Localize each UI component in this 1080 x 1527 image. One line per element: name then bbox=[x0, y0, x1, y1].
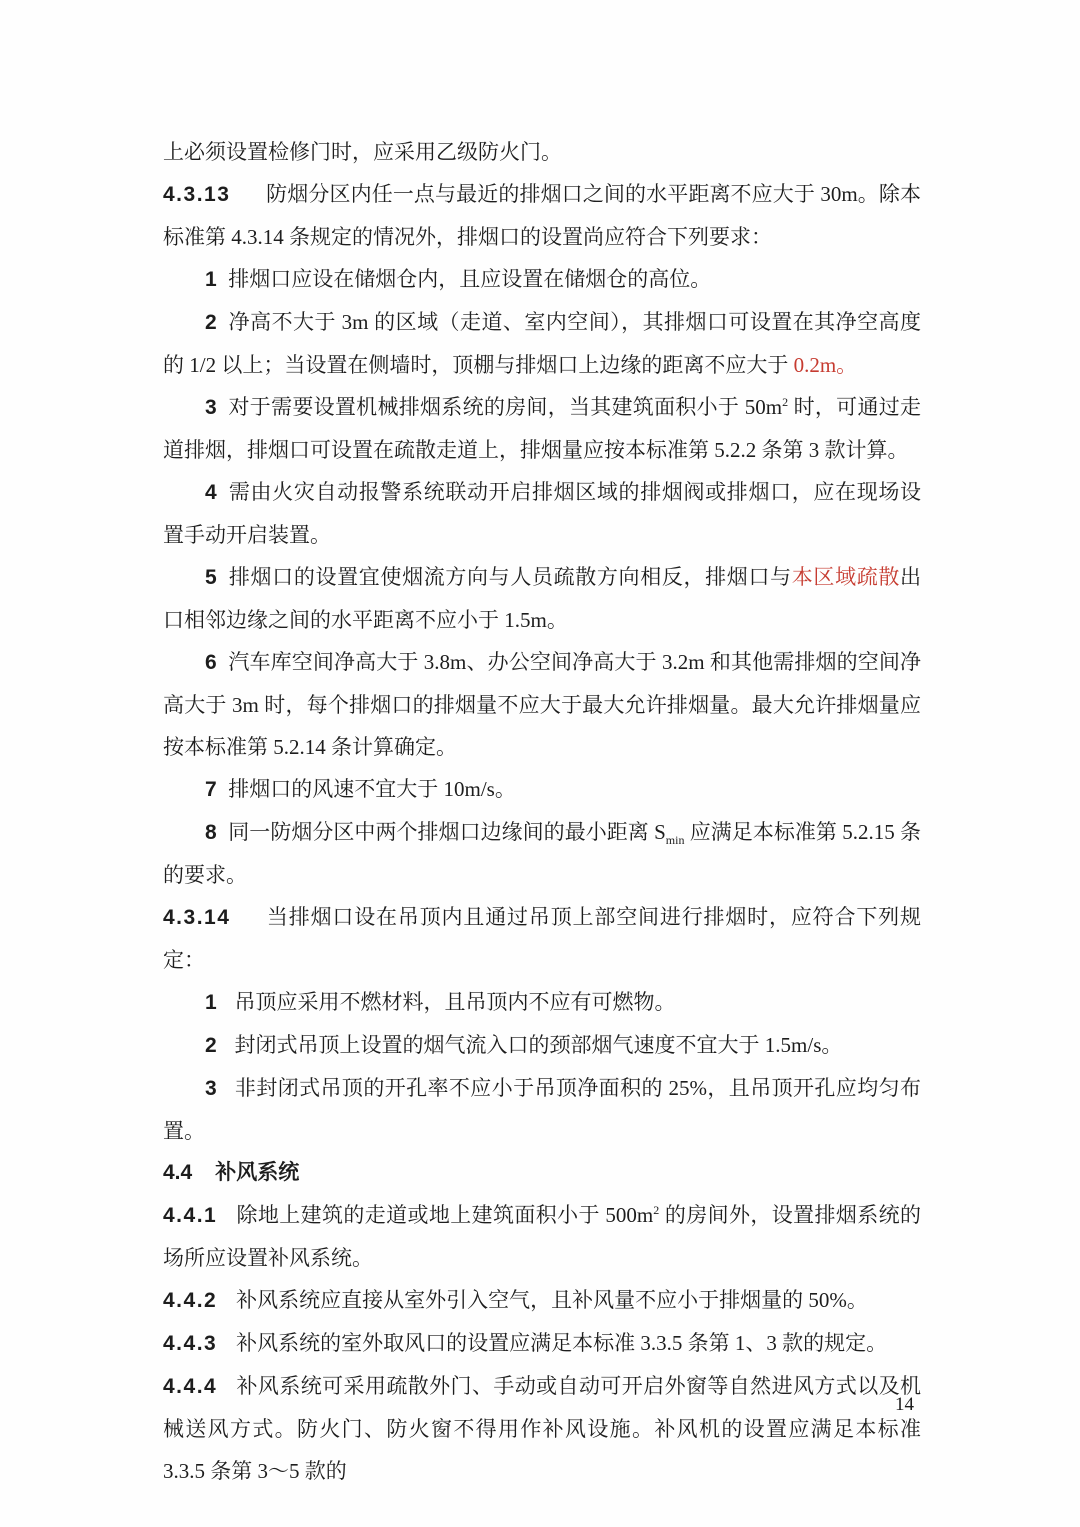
clause-number: 4.4.1 bbox=[163, 1204, 218, 1227]
item-number: 3 bbox=[205, 1077, 217, 1100]
superscript: 2 bbox=[782, 395, 789, 409]
item-text: 非封闭式吊顶的开孔率不应小于吊顶净面积的 25%，且吊顶开孔应均匀布置。 bbox=[163, 1076, 921, 1143]
clause-4-3-14 bbox=[163, 896, 921, 981]
list-item-1 bbox=[163, 258, 921, 301]
clause-4-4-4 bbox=[163, 1365, 921, 1492]
clause-text: 当排烟口设在吊顶内且通过吊顶上部空间进行排烟时，应符合下列规定： bbox=[163, 905, 921, 972]
clause-4-4-3 bbox=[163, 1322, 921, 1365]
item-number: 7 bbox=[205, 778, 217, 801]
list-item-3 bbox=[163, 386, 921, 471]
list-item-7 bbox=[163, 768, 921, 811]
item-number: 4 bbox=[205, 481, 217, 504]
item-text: 排烟口应设在储烟仓内，且应设置在储烟仓的高位。 bbox=[228, 267, 712, 291]
clause-text: 补风系统的室外取风口的设置应满足本标准 3.3.5 条第 1、3 款的规定。 bbox=[236, 1331, 888, 1355]
clause-text: 除地上建筑的走道或地上建筑面积小于 500m bbox=[236, 1203, 654, 1227]
clause-4-4-2 bbox=[163, 1279, 921, 1322]
list-item-2 bbox=[163, 301, 921, 386]
clause-text: 补风系统可采用疏散外门、手动或自动可开启外窗等自然进风方式以及机械送风方式。防火门、防火窗不得用作补风设施。补风机的设置应满足本标准 3.3.5 条第 3～5 款的 bbox=[163, 1374, 921, 1483]
item-number: 5 bbox=[205, 566, 217, 589]
list-item-5 bbox=[163, 556, 921, 641]
list-item-4 bbox=[163, 471, 921, 556]
clause-number: 4.4.3 bbox=[163, 1332, 218, 1355]
item-number: 1 bbox=[205, 268, 217, 291]
list-item-6 bbox=[163, 641, 921, 768]
item-text: 出口相邻边缘之间的水平距离不应小于 1.5m。 bbox=[163, 565, 922, 632]
highlighted-red-text: 本区域疏散 bbox=[791, 565, 901, 589]
item-number: 6 bbox=[205, 651, 217, 674]
clause-text: 补风系统应直接从室外引入空气，且补风量不应小于排烟量的 50%。 bbox=[236, 1288, 868, 1312]
clause-text: 防烟分区内任一点与最近的排烟口之间的水平距离不应大于 30m。除本标准第 4.3.14 条规定的情况外，排烟口的设置尚应符合下列要求： bbox=[163, 182, 921, 249]
clause-text: 的房间外，设置排烟系统的场所应设置补风系统。 bbox=[163, 1203, 922, 1270]
list2-item-1 bbox=[163, 981, 921, 1024]
body-text: 上必须设置检修门时，应采用乙级防火门。 bbox=[163, 140, 562, 164]
item-text: 对于需要设置机械排烟系统的房间，当其建筑面积小于 50m bbox=[228, 395, 783, 419]
clause-number: 4.4.4 bbox=[163, 1375, 218, 1398]
item-text: 需由火灾自动报警系统联动开启排烟区域的排烟阀或排烟口，应在现场设置手动开启装置。 bbox=[163, 480, 921, 547]
document-content bbox=[163, 131, 921, 1492]
section-heading-4-4 bbox=[163, 1152, 921, 1194]
paragraph-continuation-top bbox=[163, 131, 921, 173]
item-number: 2 bbox=[205, 311, 217, 334]
item-text: 封闭式吊顶上设置的烟气流入口的颈部烟气速度不宜大于 1.5m/s。 bbox=[234, 1033, 843, 1057]
item-text: 汽车库空间净高大于 3.8m、办公空间净高大于 3.2m 和其他需排烟的空间净高大于 3m 时，每个排烟口的排烟量不应大于最大允许排烟量。最大允许排烟量应按本标准第 5.2.14 条计算确定。 bbox=[163, 650, 921, 759]
item-text: 净高不大于 3m 的区域（走道、室内空间），其排烟口可设置在其净空高度的 1/2 以上；当设置在侧墙时，顶棚与排烟口上边缘的距离不应大于 bbox=[163, 310, 921, 377]
subscript: min bbox=[665, 833, 685, 848]
clause-4-3-13 bbox=[163, 173, 921, 258]
item-text: 应满足本标准第 5.2.15 条的要求。 bbox=[163, 820, 922, 887]
highlighted-red-text: 0.2m。 bbox=[793, 353, 858, 377]
page-number: 14 bbox=[895, 1394, 914, 1415]
section-title: 补风系统 bbox=[215, 1161, 300, 1184]
item-text: 排烟口的风速不宜大于 10m/s。 bbox=[228, 777, 516, 801]
list-item-8 bbox=[163, 811, 921, 896]
list2-item-2 bbox=[163, 1024, 921, 1067]
item-text: 时，可通过走道排烟，排烟口可设置在疏散走道上，排烟量应按本标准第 5.2.2 条第 3 款计算。 bbox=[163, 395, 922, 462]
item-number: 1 bbox=[205, 991, 217, 1014]
list2-item-3 bbox=[163, 1067, 921, 1152]
clause-number: 4.3.13 bbox=[163, 183, 231, 206]
item-text: 排烟口的设置宜使烟流方向与人员疏散方向相反，排烟口与 bbox=[228, 565, 792, 589]
item-text: 吊顶应采用不燃材料，且吊顶内不应有可燃物。 bbox=[234, 990, 676, 1014]
item-text: 同一防烟分区中两个排烟口边缘间的最小距离 S bbox=[228, 820, 666, 844]
superscript: 2 bbox=[653, 1203, 660, 1217]
clause-number: 4.4.2 bbox=[163, 1289, 218, 1312]
section-number: 4.4 bbox=[163, 1161, 193, 1184]
clause-4-4-1 bbox=[163, 1194, 921, 1279]
item-number: 2 bbox=[205, 1034, 217, 1057]
item-number: 8 bbox=[205, 821, 217, 844]
item-number: 3 bbox=[205, 396, 217, 419]
clause-number: 4.3.14 bbox=[163, 906, 231, 929]
